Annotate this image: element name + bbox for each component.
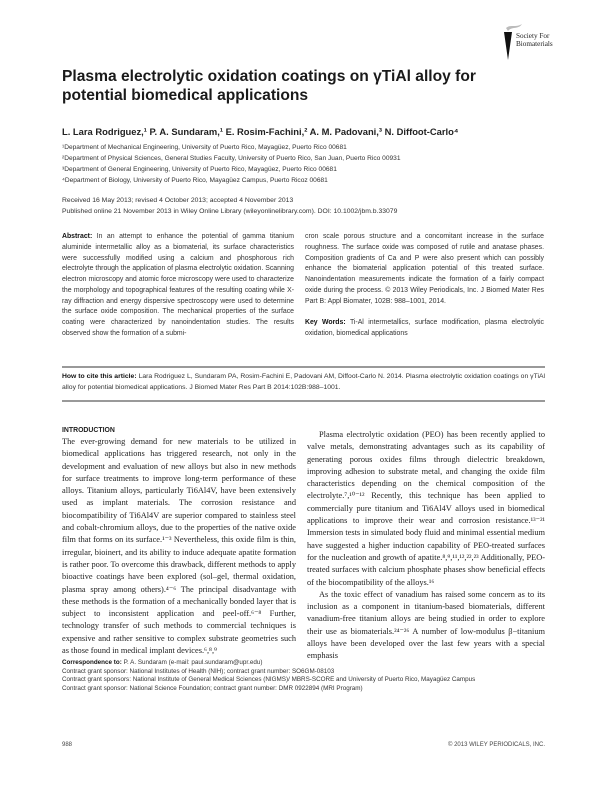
paragraph: The ever-growing demand for new materials to be utilized in biomedical applications has triggered research, not only in the development and evaluation of new alloys but also in new methods for surface treatments to improve long-term performance of these alloys. Titanium alloys, particularly Ti6Al4V, have been extensively used as implant materials. The corrosion resistance and biocompatibility of Ti6Al4V are superior compared to stainless steel and cobalt-chromium alloys, due to the properties of the native oxide film that forms on its surface.¹⁻³ Nevertheless, this oxide film is thin, irregular, bioinert, and its ability to induce adequate apatite formation is rather poor. To overcome this drawback, different methods to apply bioactive coatings have been explored (sol–gel, thermal oxidation, plasma spray among others).⁴⁻⁶ The principal disadvantage with these methods is the formation of a mechanically bonded layer that is subject to inconsistent application and peel-off.⁶⁻⁸ Further, technology transfer of such methods to commercial techniques is expensive and rather sensitive to complex substrate geometries such as those found in medical implant devices.⁶,⁸,⁹ bbox=[62, 437, 296, 656]
affiliation: ²Department of Physical Sciences, General Studies Faculty, University of Puerto Rico, San Juan, Puerto Rico 00931 bbox=[62, 155, 401, 162]
society-for-biomaterials-logo bbox=[502, 18, 582, 64]
abstract-text-continued: cron scale porous structure and a concomitant increase in the surface roughness. The surface oxide was composed of rutile and anatase phases. Composition gradients of Ca and P were also present which can possibly enhance the biomaterial application potential of this treated surface. Nanoindentation measurements indicate the formation of a fairly compact oxide during the process. © 2013 Wiley Periodicals, Inc. J Biomed Mater Res Part B: Appl Biomater, 102B: 988–1001, 2014. bbox=[305, 233, 544, 305]
divider bbox=[62, 366, 545, 368]
affiliation: ³Department of General Engineering, University of Puerto Rico, Mayagüez, Puerto Rico 00681 bbox=[62, 166, 337, 173]
introduction-left-column bbox=[62, 425, 296, 657]
correspondence-footnote bbox=[62, 659, 545, 693]
keywords bbox=[305, 318, 544, 340]
correspondence-label: Correspondence to: bbox=[62, 659, 122, 666]
grant-note: Contract grant sponsors: National Institute of General Medical Sciences (NIGMS)/ MBRS-SCORE and University of Puerto Rico, Mayagüez Campus bbox=[62, 676, 476, 684]
keywords-text: Ti-Al intermetallics, surface modification, plasma electrolytic oxidation, biomedical applications bbox=[305, 319, 544, 337]
how-to-cite bbox=[62, 372, 545, 393]
page-number: 988 bbox=[62, 742, 73, 748]
introduction-right-column bbox=[307, 429, 545, 663]
affiliation: ⁴Department of Biology, University of Puerto Rico, Mayagüez Campus, Puerto Ricoz 00681 bbox=[62, 177, 328, 184]
correspondence-text: P. A. Sundaram (e-mail: paul.sundaram@upr.edu) bbox=[123, 659, 263, 666]
published-online: Published online 21 November 2013 in Wiley Online Library (wileyonlinelibrary.com). DOI: 10.1002/jbm.b.33079 bbox=[62, 208, 398, 215]
keywords-label: Key Words: bbox=[305, 319, 346, 327]
paragraph: Plasma electrolytic oxidation (PEO) has been recently applied to valve metals, demonstrating advantages such as its capability of generating porous oxides films through dielectric breakdown, improving adhesion to substrate metal, and changing the oxide film characteristics depending on the chemical composition of the electrolyte.⁷,¹⁰⁻¹² Recently, this technique has been applied to commercially pure titanium and Ti6Al4V alloys used in biomedical applications to improve their wear and corrosion resistance.¹³⁻²¹ Immersion tests in simulated body fluid and minimal essential medium have suggested a higher induction capability of PEO-treated surfaces for the nucleation and growth of apatite.⁸,⁹,¹¹,¹²,²²,²³ Additionally, PEO-treated surfaces with calcium phosphate phases show beneficial effects of the biocompatibility of the alloys.¹⁶ bbox=[307, 430, 545, 587]
abstract-left-column bbox=[62, 232, 294, 340]
cite-label: How to cite this article: bbox=[62, 373, 137, 380]
copyright: © 2013 WILEY PERIODICALS, INC. bbox=[447, 742, 545, 748]
abstract-label: Abstract: bbox=[62, 233, 93, 240]
paragraph: As the toxic effect of vanadium has raised some concern as to its inclusion as a component in titanium-based biomaterials, different vanadium-free titanium alloys are being studied in order to explore their use as biomaterials.²⁴⁻²⁶ A number of low-modulus β−titanium alloys have been developed over the last few years with a special emphasis bbox=[307, 589, 545, 661]
logo-line-1: Society For bbox=[516, 32, 550, 40]
section-heading: INTRODUCTION bbox=[62, 427, 115, 434]
abstract-text: In an attempt to enhance the potential of gamma titanium aluminide intermetallic alloy as a biomaterial, its surface characteristics were successfully modified using a calcium and phosphorous rich electrolyte through the application of plasma electrolytic oxidation. Scanning electron microscopy and atomic force microscopy were used to characterize the morphology and topographical features of the resulting coating while X-ray diffraction and energy dispersive spectroscopy were used to determine the surface oxide composition. The mechanical properties of the surface coating were characterized by nanoindentation studies. The results observed show the formation of a submi- bbox=[62, 233, 294, 337]
affiliations bbox=[62, 142, 401, 186]
affiliation: ¹Department of Mechanical Engineering, University of Puerto Rico, Mayagüez, Puerto Rico 00681 bbox=[62, 144, 347, 151]
author-list: L. Lara Rodriguez,¹ P. A. Sundaram,¹ E. Rosim-Fachini,² A. M. Padovani,³ N. Diffoot-Carlo⁴ bbox=[62, 126, 459, 137]
cite-text: Lara Rodriguez L, Sundaram PA, Rosim-Fachini E, Padovani AM, Diffoot-Carlo N. 2014. Plasma electrolytic oxidation coatings on γTiAl alloy for potential biomedical applications. J Biomed Mater Res Part B 2014:102B:988–1001. bbox=[62, 373, 546, 391]
publication-dates bbox=[62, 195, 397, 217]
abstract-right-column bbox=[305, 232, 544, 340]
grant-note: Contract grant sponsor: National Science Foundation; contract grant number: DMR 0922894 (MRI Program) bbox=[62, 684, 363, 692]
received-dates: Received 16 May 2013; revised 4 October 2013; accepted 4 November 2013 bbox=[62, 197, 294, 204]
article-title: Plasma electrolytic oxidation coatings on γTiAl alloy for potential biomedical applications bbox=[62, 68, 476, 104]
grant-note: Contract grant sponsor: National Institutes of Health (NIH); contract grant number: SO6GM-08103 bbox=[62, 667, 335, 675]
logo-line-2: Biomaterials bbox=[516, 40, 553, 48]
divider bbox=[62, 400, 545, 402]
